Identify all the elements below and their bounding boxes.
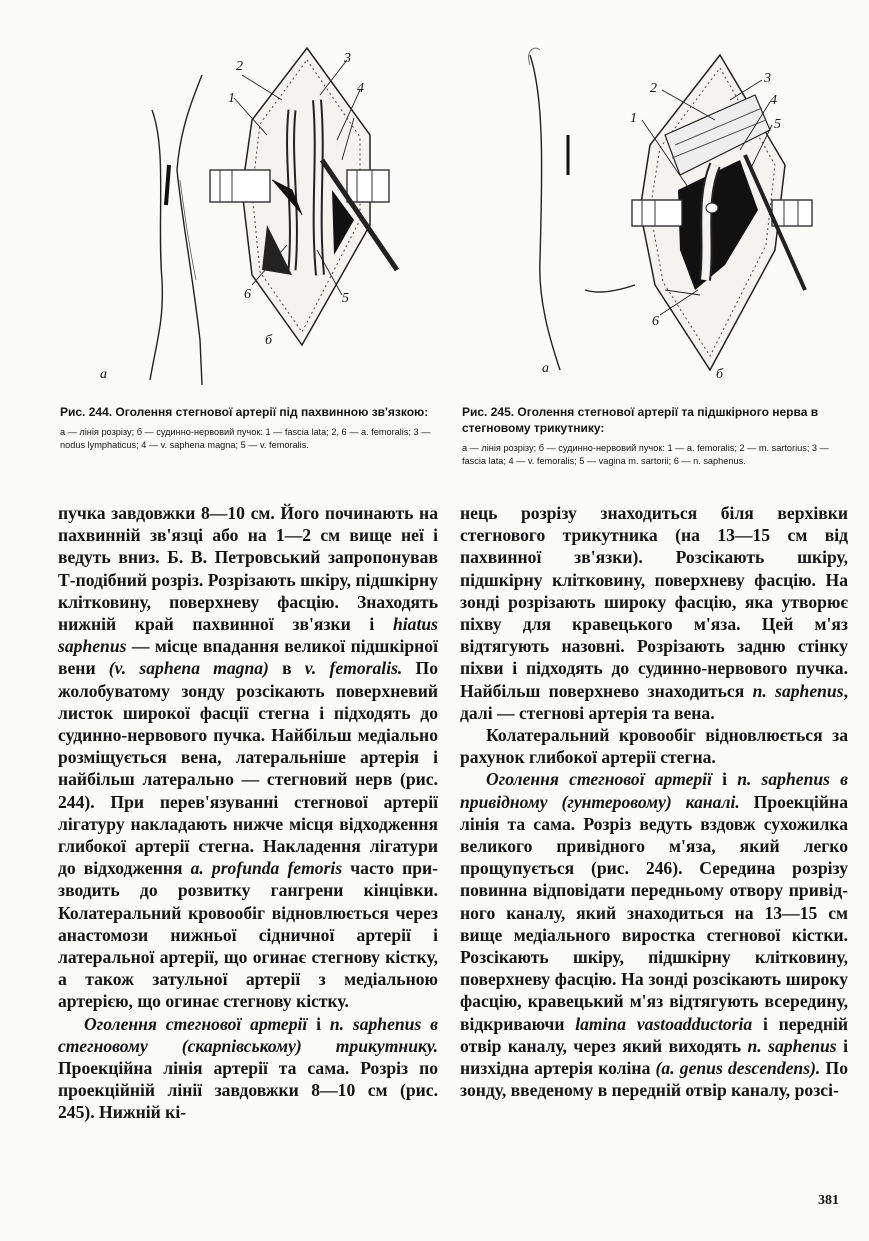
figure-244-caption-title: Рис. 244. Оголення стегнової артерії під пахвинною зв'язкою: — [60, 405, 429, 419]
figure-244 — [92, 40, 427, 385]
paragraph — [58, 1013, 438, 1124]
text-run: По жолобуватому зонду розсікають поверхневий листок широкої фасції стегна і підходять до судинно-нервового пучка. Найбільш медіально розміщується вена, латеральніше артерія і найбільш латерально — стегновий нерв (рис. 244). При перев'язуванні стегнової артерії лігатуру накладають нижче місця відходження глибокої артерії стегна. Накладення лігатури до відходження — [58, 658, 439, 879]
text-run: , далі — стегнові артерія та вена. — [460, 680, 848, 723]
italic-run: n. saphenus в привідному (гунтеровому) каналі. — [460, 769, 849, 812]
text-run: пучка завдовжки 8—10 см. Його починають на пахвинній зв'язці або на 1—2 см вище неї і ведуть вниз. Б. В. Петровський запропонував Т-подібний розріз. Розрізають шкіру, підшкірну клітковину, поверхневу фасцію. Знаходять нижній край пахвинної зв'язки і — [58, 503, 438, 635]
figure-244-label-2: 2 — [236, 59, 243, 74]
paragraph — [460, 724, 848, 768]
figure-245 — [500, 40, 835, 385]
figure-245-label-a: а — [542, 361, 549, 376]
figure-244-illustration — [92, 40, 427, 385]
italic-run: n. saphenus в стегновому (скарпівському) трикутнику. — [58, 1013, 438, 1056]
text-run: По зонду, введеному в передній отвір каналу, розсі- — [460, 1058, 848, 1101]
figure-245-label-4: 4 — [770, 93, 777, 108]
figure-245-label-1: 1 — [630, 111, 637, 126]
text-run: Проекційна лінія артерії та сама. Розріз по проекційній лінії завдовжки 8—10 см (рис. 245). Нижній кі- — [58, 1058, 438, 1123]
text-run: Проекційна лінія та сама. Розріз ведуть вздовж сухожилка великого привідного м'яза, який легко прощупується (рис. 246). Середина розрізу повинна відповідати передньому отвору привідного каналу, який знаходиться на 13—15 см вище медіального виростка стегнової кістки. Розсікають шкіру, підшкірну клітковину, поверхневу фасцію. На зонді розсікають широку фасцію, кравецький м'яз відтягують всередину, відкриваючи — [460, 791, 848, 1034]
left-column — [58, 502, 438, 1124]
page-number: 381 — [818, 1193, 839, 1208]
text-run: і низхідна артерія коліна — [460, 1035, 848, 1079]
figure-244-caption-legend: а — лінія розрізу; б — судинно-нервовий пучок: 1 — fascia lata; 2, 6 — a. femoralis; 3 — nodus lymphaticus; 4 — v. saphena magna; 5 — v. femoralis. — [60, 427, 431, 450]
italic-run: Оголення стегнової артерії — [84, 1013, 308, 1034]
italic-run: v. femoralis. — [304, 658, 403, 679]
figure-244-label-5: 5 — [342, 291, 349, 306]
text-run: Колатеральний кровообіг відновлюється за рахунок глибокої артерії стегна. — [460, 725, 848, 768]
figure-244-label-a: а — [100, 367, 107, 382]
italic-run: a. profunda femoris — [190, 858, 343, 879]
figure-245-label-b: б — [716, 367, 724, 382]
paragraph — [460, 768, 848, 1101]
figure-245-caption-legend: а — лінія розрізу; б — судинно-нервовий пучок: 1 — a. femoralis; 2 — m. sartorius; 3 — fascia lata; 4 — v. femoralis; 5 — vagina m. sartorii; 6 — n. saphenus. — [462, 443, 829, 466]
italic-run: n. saphenus — [747, 1035, 837, 1056]
text-run: і — [307, 1013, 330, 1034]
text-run: і передній отвір каналу, через який виходять — [460, 1013, 848, 1056]
figure-244-label-3: 3 — [344, 51, 351, 66]
figure-245-caption-title: Рис. 245. Оголення стегнової артерії та підшкірного нерва в стегновому трикутнику: — [462, 405, 819, 435]
figure-245-caption — [462, 404, 847, 467]
italic-run: lamina vastoadductoria — [575, 1013, 753, 1034]
figure-244-label-6: 6 — [244, 287, 251, 302]
figure-245-illustration — [500, 40, 835, 385]
figure-245-label-3: 3 — [764, 71, 771, 86]
text-run: часто призводить до розвитку гангрени кінцівки. Колатеральний кровообіг відновлюється через анастомози нижньої сідничної артерії і латеральної артерії, що огинає стегнову кістку, а також затульної артерії з медіальною артерією, що огинає стегнову кістку. — [58, 858, 438, 1012]
paragraph — [58, 502, 438, 1013]
text-run: нець розрізу знаходиться біля верхівки стегнового трикутника (на 13—15 см від пахвинної зв'язки). Розсікають шкіру, підшкірну клітковину, поверхневу фасцію. На зонді розрізають широку фасцію, яка утворює піхву для кравецького м'яза. Цей м'яз відтягують назовні. Розрізають задню стінку піхви і підходять до судинно-нервового пучка. Найбільш поверхнево знаходиться — [460, 503, 848, 701]
figure-244-caption — [60, 404, 438, 451]
figure-244-label-1: 1 — [228, 91, 235, 106]
italic-run: n. saphenus — [752, 680, 844, 701]
italic-run: (a. genus descendens). — [655, 1058, 821, 1079]
figure-244-label-b: б — [265, 333, 273, 348]
text-run: в — [268, 658, 305, 679]
italic-run: (v. saphena magna) — [108, 658, 269, 679]
paragraph — [460, 502, 848, 724]
text-run: — місце впадання великої підшкірної вени — [58, 636, 438, 679]
figure-244-label-4: 4 — [357, 81, 364, 96]
incision-line-244 — [166, 165, 169, 205]
italic-run: Оголення стегнової артерії — [486, 769, 712, 790]
figure-245-label-6: 6 — [652, 314, 659, 329]
text-run: і — [711, 769, 738, 790]
italic-run: hiatus saphenus — [58, 614, 438, 657]
figure-245-label-5: 5 — [774, 117, 781, 132]
figure-245-label-2: 2 — [650, 81, 657, 96]
right-column — [460, 502, 848, 1101]
